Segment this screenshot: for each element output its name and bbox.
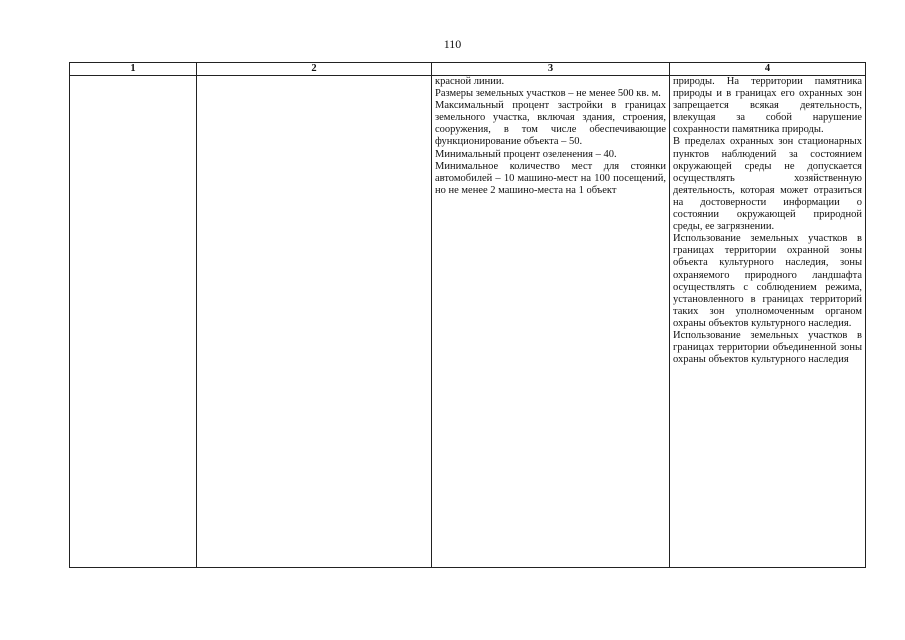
col4-paragraph: В пределах охранных зон стационарных пунктов наблюдений за состоянием окружающей среды не допускается осуществлять хозяйственную деятельность, которая может отразиться на достоверности информации о состоянии окружающей природной среды, ее загрязнении. xyxy=(673,136,862,233)
page-number: 110 xyxy=(443,37,462,51)
col3-paragraph: Минимальное количество мест для стоянки автомобилей – 10 машино-мест на 100 посещений, но не менее 2 машино-места на 1 объект xyxy=(435,160,666,196)
column-header-4: 4 xyxy=(670,63,866,76)
table-header-row xyxy=(70,63,866,76)
col3-paragraph: Минимальный процент озеленения – 40. xyxy=(435,148,617,160)
col4-paragraph: Использование земельных участков в границах территории объединенной зоны охраны объектов культурного наследия xyxy=(673,329,862,366)
regulations-table xyxy=(69,62,866,568)
cell-col1 xyxy=(70,76,197,568)
column-header-1: 1 xyxy=(70,63,197,76)
col4-paragraph: Использование земельных участков в границах территории охранной зоны объекта культурного наследия, зоны охраняемого природного ландшафта осуществлять с соблюдением режима, установленного в границах территорий таких зон уполномоченным органом охраны объектов культурного наследия. xyxy=(673,233,862,329)
col3-paragraph: Размеры земельных участков – не менее 500 кв. м. xyxy=(435,88,661,100)
cell-col3 xyxy=(432,76,670,568)
table-row xyxy=(70,76,866,568)
column-header-2: 2 xyxy=(197,63,432,76)
col3-paragraph: красной линии. xyxy=(435,76,505,87)
cell-col2 xyxy=(197,76,432,568)
col4-paragraph: природы. На территории памятника природы и в границах его охранных зон запрещается всякая деятельность, влекущая за собой нарушение сохранности памятника природы. xyxy=(673,76,862,136)
column-header-3: 3 xyxy=(432,63,670,76)
col3-paragraph: Максимальный процент застройки в границах земельного участка, включая здания, строения, сооружения, в том числе обеспечивающие функционирование объекта – 50. xyxy=(435,100,666,148)
cell-col4 xyxy=(670,76,866,568)
